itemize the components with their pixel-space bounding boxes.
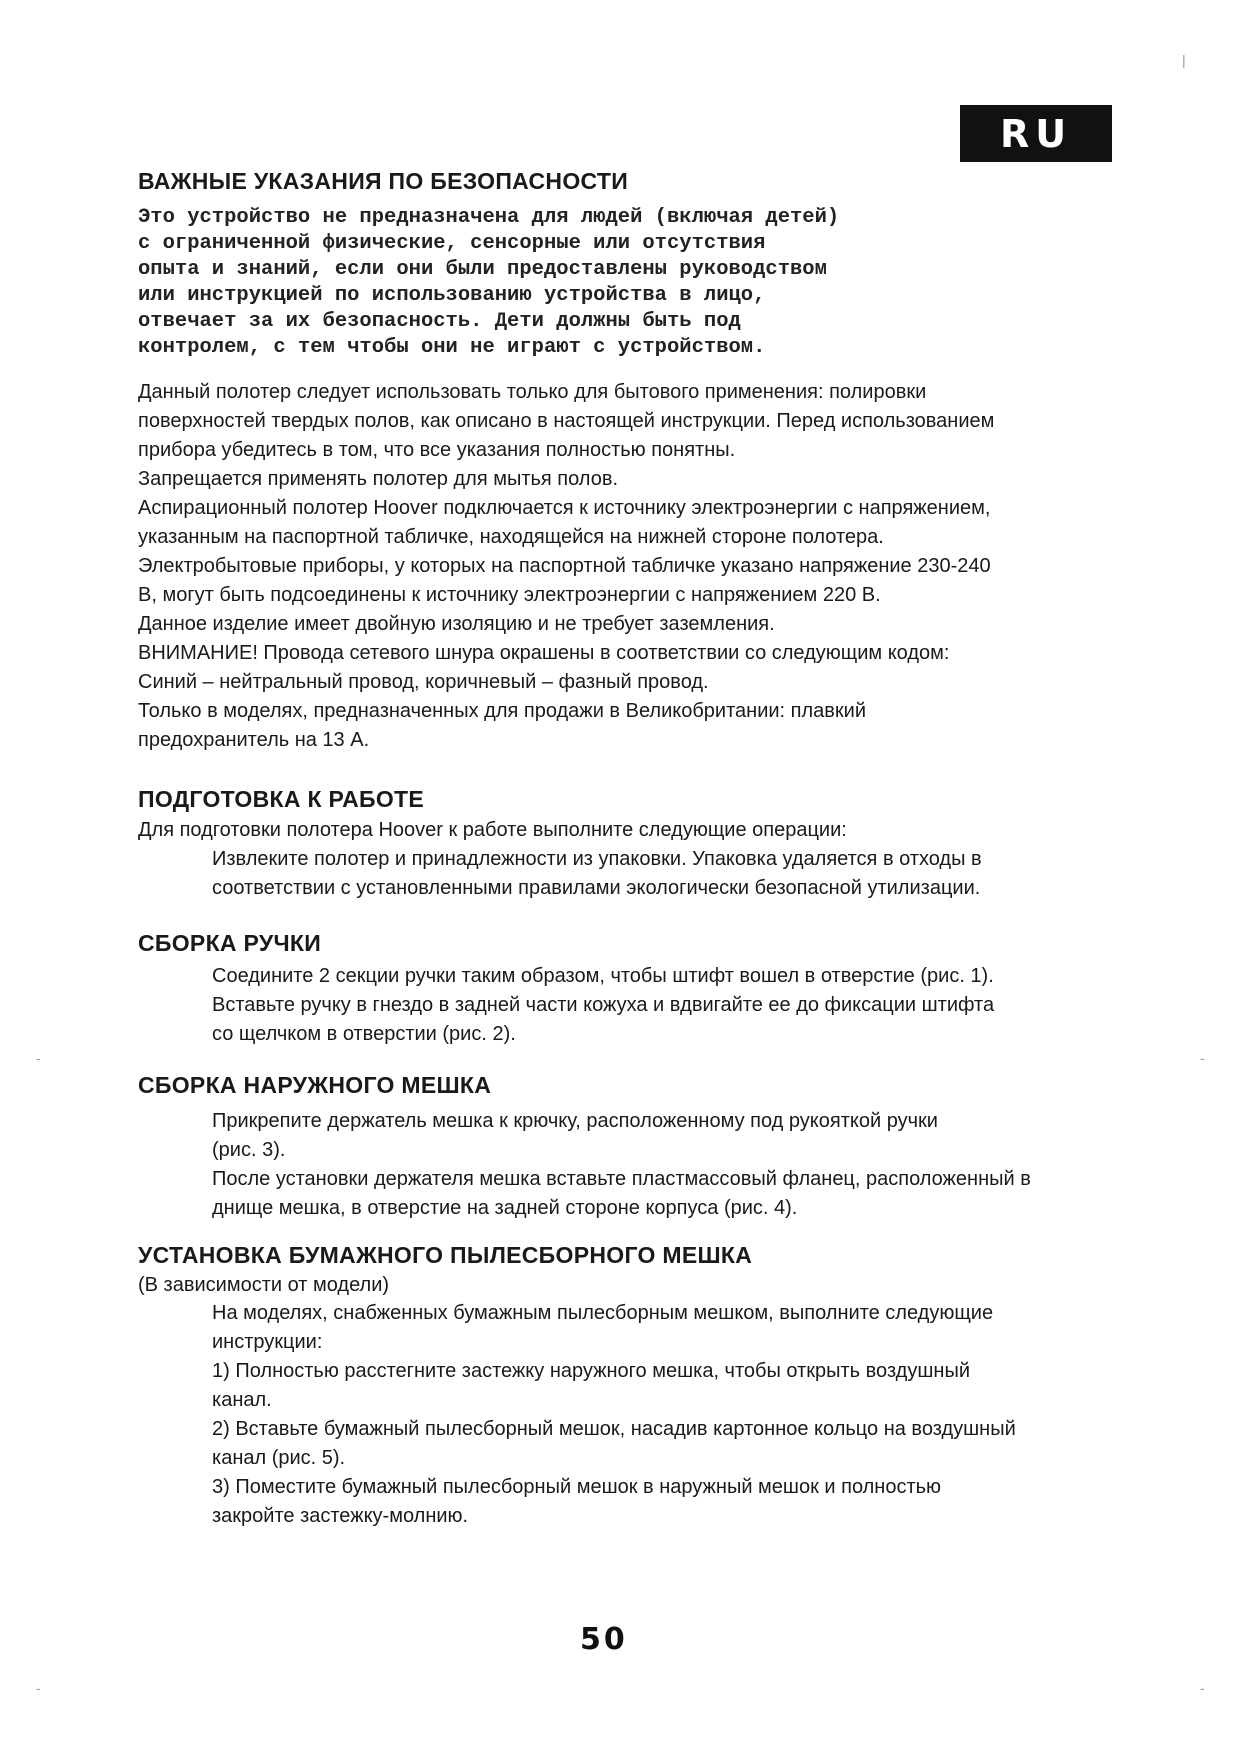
text-line: канал. bbox=[212, 1389, 272, 1411]
outer-bag-text bbox=[212, 1107, 1117, 1223]
paper-bag-text bbox=[212, 1299, 1117, 1531]
page-number: 50 bbox=[580, 1622, 628, 1657]
handle-title: СБОРКА РУЧКИ bbox=[138, 930, 322, 956]
safety-title: ВАЖНЫЕ УКАЗАНИЯ ПО БЕЗОПАСНОСТИ bbox=[138, 168, 629, 194]
text-line: (В зависимости от модели) bbox=[138, 1274, 390, 1296]
text-line: канал (рис. 5). bbox=[212, 1447, 346, 1469]
text-line: со щелчком в отверстии (рис. 2). bbox=[212, 1023, 516, 1045]
text-line: соответствии с установленными правилами экологически безопасной утилизации. bbox=[212, 877, 981, 899]
warning-line: отвечает за их безопасность. Дети должны быть под bbox=[138, 310, 741, 333]
text-line: В, могут быть подсоединены к источнику электроэнергии с напряжением 220 В. bbox=[138, 584, 881, 606]
paper-bag-title: УСТАНОВКА БУМАЖНОГО ПЫЛЕСБОРНОГО МЕШКА bbox=[138, 1242, 753, 1268]
text-line: поверхностей твердых полов, как описано в настоящей инструкции. Перед использованием bbox=[138, 410, 995, 432]
crop-mark: - bbox=[1200, 1050, 1205, 1066]
text-line: предохранитель на 13 А. bbox=[138, 729, 370, 751]
text-line: закройте застежку-молнию. bbox=[212, 1505, 469, 1527]
safety-warning bbox=[138, 205, 1098, 361]
paper-bag-intro bbox=[138, 1271, 1113, 1300]
preparation-intro bbox=[138, 816, 1113, 845]
text-line: Вставьте ручку в гнездо в задней части кожуха и вдвигайте ее до фиксации штифта bbox=[212, 994, 995, 1016]
text-line: инструкции: bbox=[212, 1331, 323, 1353]
crop-mark: - bbox=[1200, 1680, 1205, 1696]
text-line: 2) Вставьте бумажный пылесборный мешок, насадив картонное кольцо на воздушный bbox=[212, 1418, 1016, 1440]
text-line: Данный полотер следует использовать только для бытового применения: полировки bbox=[138, 381, 927, 403]
text-line: Электробытовые приборы, у которых на паспортной табличке указано напряжение 230-240 bbox=[138, 555, 991, 577]
warning-line: с ограниченной физические, сенсорные или отсутствия bbox=[138, 232, 766, 255]
text-line: Для подготовки полотера Hoover к работе выполните следующие операции: bbox=[138, 819, 847, 841]
safety-text bbox=[138, 378, 1113, 755]
text-line: Прикрепите держатель мешка к крючку, расположенному под рукояткой ручки bbox=[212, 1110, 938, 1132]
text-line: Соедините 2 секции ручки таким образом, чтобы штифт вошел в отверстие (рис. 1). bbox=[212, 965, 994, 987]
outer-bag-title: СБОРКА НАРУЖНОГО МЕШКА bbox=[138, 1072, 492, 1098]
text-line: указанным на паспортной табличке, находящейся на нижней стороне полотера. bbox=[138, 526, 884, 548]
text-line: 1) Полностью расстегните застежку наружного мешка, чтобы открыть воздушный bbox=[212, 1360, 970, 1382]
warning-line: или инструкцией по использованию устройства в лицо, bbox=[138, 284, 766, 307]
language-badge: RU bbox=[960, 105, 1112, 162]
text-line: (рис. 3). bbox=[212, 1139, 286, 1161]
text-line: ВНИМАНИЕ! Провода сетевого шнура окрашены в соответствии со следующим кодом: bbox=[138, 642, 950, 664]
warning-line: опыта и знаний, если они были предоставлены руководством bbox=[138, 258, 827, 281]
text-line: прибора убедитесь в том, что все указания полностью понятны. bbox=[138, 439, 736, 461]
text-line: После установки держателя мешка вставьте пластмассовый фланец, расположенный в bbox=[212, 1168, 1031, 1190]
preparation-title: ПОДГОТОВКА К РАБОТЕ bbox=[138, 786, 425, 812]
warning-line: Это устройство не предназначена для людей (включая детей) bbox=[138, 206, 840, 229]
crop-mark: - bbox=[36, 1680, 41, 1696]
preparation-text bbox=[212, 845, 1117, 903]
handle-text bbox=[212, 962, 1117, 1049]
text-line: днище мешка, в отверстие на задней стороне корпуса (рис. 4). bbox=[212, 1197, 798, 1219]
text-line: Данное изделие имеет двойную изоляцию и не требует заземления. bbox=[138, 613, 775, 635]
text-line: Только в моделях, предназначенных для продажи в Великобритании: плавкий bbox=[138, 700, 866, 722]
text-line: Синий – нейтральный провод, коричневый – фазный провод. bbox=[138, 671, 709, 693]
text-line: На моделях, снабженных бумажным пылесборным мешком, выполните следующие bbox=[212, 1302, 994, 1324]
crop-mark: - bbox=[36, 1050, 41, 1066]
text-line: Запрещается применять полотер для мытья полов. bbox=[138, 468, 619, 490]
crop-mark: | bbox=[1182, 52, 1186, 68]
text-line: Аспирационный полотер Hoover подключается к источнику электроэнергии с напряжением, bbox=[138, 497, 991, 519]
text-line: Извлеките полотер и принадлежности из упаковки. Упаковка удаляется в отходы в bbox=[212, 848, 982, 870]
text-line: 3) Поместите бумажный пылесборный мешок в наружный мешок и полностью bbox=[212, 1476, 942, 1498]
warning-line: контролем, с тем чтобы они не играют с устройством. bbox=[138, 336, 766, 359]
